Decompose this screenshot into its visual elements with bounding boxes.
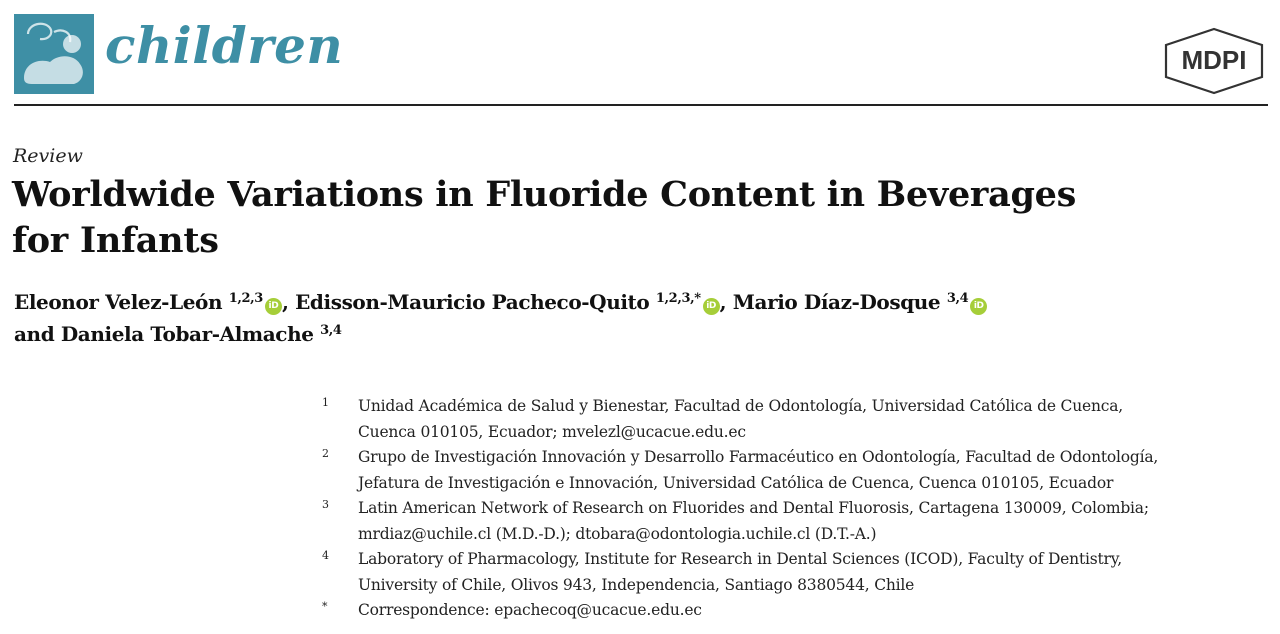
author-affiliation-marks: 3,4	[946, 291, 969, 306]
affiliation-text: Jefatura de Investigación e Innovación, Universidad Católica de Cuenca, Cuenca 010105, Ecuador	[358, 473, 1114, 492]
author-name[interactable]: Edisson-Mauricio Pacheco-Quito	[295, 290, 650, 314]
journal-logo	[14, 14, 94, 94]
author-affiliation-marks: 1,2,3	[228, 291, 263, 306]
affiliation-text: Grupo de Investigación Innovación y Desarrollo Farmacéutico en Odontología, Facultad de Odontología,	[358, 448, 1159, 466]
author-affiliation-marks: 1,2,3,*	[655, 291, 701, 306]
orcid-icon[interactable]: iD	[703, 298, 720, 315]
affiliation-text: mrdiaz@uchile.cl (M.D.-D.); dtobara@odontologia.uchile.cl (D.T.-A.)	[358, 524, 877, 543]
affiliation-list	[322, 394, 1262, 624]
affiliation-number: 4	[322, 549, 329, 562]
affiliation-item	[322, 394, 1262, 445]
affiliation-text: Laboratory of Pharmacology, Institute for Research in Dental Sciences (ICOD), Faculty of Dentistry,	[358, 550, 1122, 568]
affiliation-number: *	[322, 600, 328, 613]
affiliation-number: 2	[322, 447, 329, 460]
publisher-name: MDPI	[1181, 45, 1247, 75]
author-name[interactable]: Eleonor Velez-León	[14, 290, 223, 314]
correspondence-text: Correspondence: epachecoq@ucacue.edu.ec	[358, 601, 702, 619]
affiliation-item	[322, 547, 1262, 598]
author-separator: and	[14, 322, 61, 346]
orcid-icon[interactable]: iD	[970, 298, 987, 315]
author-name[interactable]: Daniela Tobar-Almache	[60, 322, 314, 346]
mdpi-logo	[1162, 27, 1266, 95]
child-silhouette-icon	[14, 14, 94, 94]
header-divider	[14, 104, 1268, 106]
affiliation-text: Latin American Network of Research on Fluorides and Dental Fluorosis, Cartagena 130009, Colombia;	[358, 499, 1149, 517]
correspondence-item	[322, 598, 1262, 624]
author-line	[14, 286, 1234, 318]
journal-name: children	[105, 16, 344, 75]
author-list	[14, 286, 1234, 350]
author-name[interactable]: Mario Díaz-Dosque	[732, 290, 941, 314]
author-affiliation-marks: 3,4	[320, 323, 342, 338]
affiliation-number: 3	[322, 498, 329, 511]
affiliation-item	[322, 445, 1262, 496]
article-title	[12, 172, 1212, 264]
article-title-line: Worldwide Variations in Fluoride Content in Beverages	[12, 174, 1076, 215]
article-title-line: for Infants	[12, 220, 219, 261]
affiliation-number: 1	[322, 396, 329, 409]
author-line	[14, 318, 1234, 350]
affiliation-item	[322, 496, 1262, 547]
author-separator: ,	[281, 290, 296, 314]
orcid-icon[interactable]: iD	[265, 298, 282, 315]
author-separator: ,	[719, 290, 733, 314]
affiliation-text: Unidad Académica de Salud y Bienestar, Facultad de Odontología, Universidad Católica de Cuenca,	[358, 397, 1123, 415]
article-type: Review	[13, 145, 83, 167]
affiliation-text: University of Chile, Olivos 943, Independencia, Santiago 8380544, Chile	[358, 575, 915, 594]
affiliation-text: Cuenca 010105, Ecuador; mvelezl@ucacue.edu.ec	[358, 422, 746, 441]
